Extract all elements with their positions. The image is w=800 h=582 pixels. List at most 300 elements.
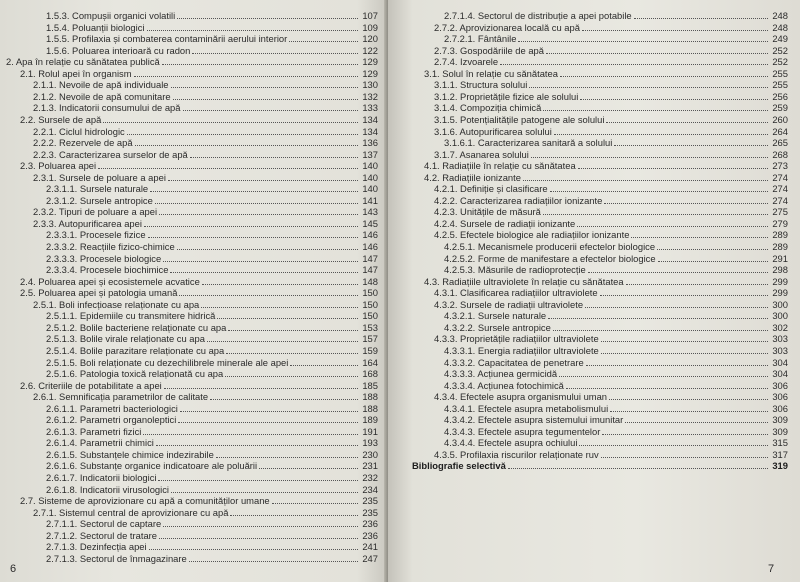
toc-leader-dots: [177, 10, 358, 19]
toc-entry-title: 4.2.4. Sursele de radiații ionizante: [434, 217, 576, 229]
toc-entry-page: 193: [362, 437, 378, 449]
toc-entry: [444, 310, 788, 322]
toc-leader-dots: [228, 322, 358, 331]
toc-entry-page: 235: [362, 506, 378, 518]
toc-entry-page: 309: [772, 425, 788, 437]
toc-entry-page: 136: [362, 137, 378, 149]
toc-leader-dots: [543, 206, 768, 215]
toc-entry-page: 133: [362, 102, 378, 114]
toc-entry-title: 4.2.1. Definiție și clasificare: [434, 183, 548, 195]
toc-entry-page: 259: [772, 102, 788, 114]
toc-leader-dots: [531, 149, 768, 158]
toc-entry-page: 150: [362, 298, 378, 310]
toc-entry-page: 134: [362, 125, 378, 137]
toc-entry-page: 235: [362, 495, 378, 507]
toc-entry-page: 306: [772, 402, 788, 414]
toc-entry: [46, 518, 378, 530]
toc-leader-dots: [554, 126, 768, 135]
toc-entry-page: 129: [362, 67, 378, 79]
toc-entry-title: 4.3.4.3. Efectele asupra tegumentelor: [444, 425, 601, 437]
toc-entry-title: 4.3.3.2. Capacitatea de penetrare: [444, 356, 584, 368]
toc-leader-dots: [600, 287, 768, 296]
toc-entry: [444, 264, 788, 276]
toc-entry-title: 2.7.1.2. Sectorul de tratare: [46, 529, 158, 541]
toc-entry: [46, 195, 378, 207]
toc-entry-title: 2.1.3. Indicatorii consumului de apă: [33, 102, 181, 114]
toc-leader-dots: [604, 195, 768, 204]
toc-entry: [434, 22, 788, 34]
toc-entry-title: 2.6.1.8. Indicatorii virusologici: [46, 483, 169, 495]
toc-entry-page: 153: [362, 321, 378, 333]
toc-entry-title: 2.6.1.7. Indicatorii biologici: [46, 472, 157, 483]
toc-leader-dots: [171, 484, 358, 493]
toc-entry-page: 279: [772, 217, 788, 229]
toc-entry: [46, 333, 378, 345]
toc-entry: [46, 10, 378, 22]
toc-leader-dots: [578, 160, 768, 169]
toc-leader-dots: [566, 380, 768, 389]
toc-entry: [33, 299, 378, 311]
toc-entry-page: 275: [772, 206, 788, 218]
toc-entry-page: 143: [362, 206, 378, 218]
toc-entry: [46, 530, 378, 542]
toc-entry-page: 129: [362, 56, 378, 68]
toc-entry-title: 2.7.2.1. Fântânile: [444, 33, 517, 45]
toc-entry-page: 319: [772, 460, 788, 472]
toc-leader-dots: [625, 414, 768, 423]
toc-entry-title: 2.5.1.4. Bolile parazitare relaționate cu apa: [46, 344, 225, 356]
toc-entry-page: 122: [362, 44, 378, 56]
toc-entry: [444, 241, 788, 253]
toc-entry-page: 107: [362, 10, 378, 21]
toc-leader-dots: [559, 368, 768, 377]
toc-entry-page: 188: [362, 402, 378, 414]
toc-entry-page: 157: [362, 333, 378, 345]
toc-entry-page: 249: [772, 33, 788, 45]
toc-entry: [46, 183, 378, 195]
toc-entry-title: 4.2.2. Caracterizarea radiațiilor ionizante: [434, 194, 603, 206]
toc-entry-page: 317: [772, 448, 788, 460]
toc-entry-title: 3.1.1. Structura solului: [434, 79, 528, 91]
toc-entry: [46, 229, 378, 241]
toc-entry: [20, 114, 378, 126]
toc-entry: [444, 322, 788, 334]
toc-leader-dots: [178, 414, 358, 423]
toc-entry-page: 248: [772, 10, 788, 21]
toc-leader-dots: [189, 553, 358, 562]
toc-entry-page: 306: [772, 379, 788, 391]
toc-entry-title: 4.2.5.1. Mecanismele producerii efectelor biologice: [444, 241, 656, 252]
toc-entry: [33, 149, 378, 161]
toc-entry-page: 299: [772, 275, 788, 287]
toc-entry-title: 2.3.1. Sursele de poluare a apei: [33, 171, 166, 183]
toc-entry: [33, 79, 378, 91]
toc-entry: [424, 160, 788, 172]
toc-entry-page: 168: [362, 368, 378, 380]
toc-leader-dots: [658, 253, 768, 262]
toc-entry-page: 140: [362, 183, 378, 195]
toc-entry-title: 4.3.2.1. Sursele naturale: [444, 310, 547, 322]
toc-entry-title: 2.1.1. Nevoile de apă individuale: [33, 79, 169, 91]
toc-entry: [46, 22, 378, 34]
toc-leader-dots: [289, 33, 358, 42]
toc-entry: [33, 126, 378, 138]
toc-entry-title: 4.3.4.4. Efectele asupra ochiului: [444, 437, 578, 449]
toc-leader-dots: [631, 229, 768, 238]
toc-entry-title: 1.5.5. Profilaxia și combaterea contaminării aerului interior: [46, 33, 288, 45]
toc-entry-page: 137: [362, 148, 378, 160]
toc-entry-title: 2.6.1.4. Parametrii chimici: [46, 437, 154, 449]
toc-entry: [33, 218, 378, 230]
toc-entry-title: 2.7.4. Izvoarele: [434, 56, 499, 68]
toc-leader-dots: [606, 114, 768, 123]
toc-entry: [424, 172, 788, 184]
toc-entry-page: 147: [362, 264, 378, 276]
toc-entry-page: 265: [772, 137, 788, 149]
toc-entry-title: 2.5.1.6. Patologia toxică relaționată cu apa: [46, 368, 224, 380]
toc-entry-title: 4.2.3. Unitățile de măsură: [434, 206, 541, 218]
toc-entry-page: 306: [772, 391, 788, 403]
toc-entry-title: 4.3.3.4. Acțiunea fotochimică: [444, 379, 564, 391]
toc-leader-dots: [98, 160, 358, 169]
toc-entry: [434, 333, 788, 345]
toc-leader-dots: [585, 299, 768, 308]
toc-entry: [434, 79, 788, 91]
toc-entry-title: 2. Apa în relație cu sănătatea publică: [6, 56, 160, 68]
toc-leader-dots: [500, 56, 768, 65]
toc-entry-title: 2.4. Poluarea apei și ecosistemele acvatice: [20, 275, 200, 287]
toc-leader-dots: [601, 449, 768, 458]
toc-leader-dots: [217, 310, 358, 319]
toc-leader-dots: [225, 368, 358, 377]
toc-entry: [33, 102, 378, 114]
toc-leader-dots: [207, 333, 358, 342]
toc-entry: [434, 391, 788, 403]
toc-leader-dots: [127, 126, 358, 135]
toc-entry-title: 2.2.1. Ciclul hidrologic: [33, 125, 125, 137]
toc-entry: [20, 68, 378, 80]
toc-entry: [46, 322, 378, 334]
toc-leader-dots: [162, 56, 358, 65]
toc-entry-page: 303: [772, 333, 788, 345]
toc-leader-dots: [210, 391, 358, 400]
toc-entry-title: 4.3.5. Profilaxia riscurilor relaționate ruv: [434, 448, 599, 460]
toc-entry: [444, 10, 788, 22]
toc-leader-dots: [626, 276, 768, 285]
toc-entry-title: 2.6.1.2. Parametri organoleptici: [46, 414, 177, 426]
toc-entry-title: 2.3.3.4. Procesele biochimice: [46, 264, 169, 276]
toc-entry: [33, 206, 378, 218]
toc-entry-page: 189: [362, 414, 378, 426]
toc-entry-title: 2.7.1. Sistemul central de aprovizionare cu apă: [33, 506, 229, 518]
toc-entry-title: 2.2. Sursele de apă: [20, 113, 102, 125]
toc-leader-dots: [180, 403, 358, 412]
toc-entry-title: 4.3.4.1. Efectele asupra metabolismului: [444, 402, 609, 414]
toc-entry-page: 241: [362, 541, 378, 553]
toc-leader-dots: [609, 391, 768, 400]
toc-leader-dots: [226, 345, 358, 354]
toc-leader-dots: [179, 287, 358, 296]
toc-entry: [444, 403, 788, 415]
toc-entry-title: 4.3.4. Efectele asupra organismului uman: [434, 391, 608, 403]
left-page: [0, 0, 388, 582]
toc-entry-page: 236: [362, 518, 378, 530]
toc-entry-page: 255: [772, 79, 788, 91]
toc-entry-title: 2.1.2. Nevoile de apă comunitare: [33, 90, 171, 102]
toc-entry: [434, 56, 788, 68]
toc-leader-dots: [150, 183, 358, 192]
toc-leader-dots: [543, 102, 768, 111]
toc-entry-page: 146: [362, 241, 378, 252]
toc-entry-page: 234: [362, 483, 378, 495]
toc-entry-title: 2.1. Rolul apei în organism: [20, 67, 132, 79]
toc-entry-page: 230: [362, 448, 378, 460]
toc-entry-page: 150: [362, 287, 378, 299]
toc-leader-dots: [272, 495, 358, 504]
toc-entry-title: 2.5.1.1. Epidemiile cu transmitere hidrică: [46, 310, 216, 322]
toc-entry: [46, 484, 378, 496]
toc-entry: [33, 507, 378, 519]
toc-leader-dots: [577, 218, 768, 227]
toc-entry-page: 236: [362, 529, 378, 541]
toc-leader-dots: [158, 472, 358, 481]
toc-leader-dots: [163, 253, 358, 262]
toc-leader-dots: [190, 149, 358, 158]
toc-leader-dots: [588, 264, 768, 273]
toc-entry-title: 4.3.3.1. Energia radiațiilor ultraviolete: [444, 344, 599, 356]
toc-entry: [434, 102, 788, 114]
toc-entry-page: 140: [362, 171, 378, 183]
toc-entry: [434, 287, 788, 299]
toc-entry-page: 304: [772, 356, 788, 368]
toc-entry: [424, 68, 788, 80]
toc-entry-title: 2.3. Poluarea apei: [20, 160, 97, 172]
toc-entry: [46, 553, 378, 565]
toc-entry: [20, 276, 378, 288]
toc-entry-page: 191: [362, 425, 378, 437]
toc-entry-title: 4.3.3.3. Acțiunea germicidă: [444, 368, 558, 380]
toc-entry: [444, 33, 788, 45]
toc-entry-page: 159: [362, 344, 378, 356]
toc-entry-page: 303: [772, 344, 788, 356]
toc-entry-title: 2.6.1. Semnificația parametrilor de calitate: [33, 391, 209, 403]
toc-leader-dots: [148, 229, 358, 238]
toc-entry-title: 3.1.5. Potențialitățile patogene ale solului: [434, 113, 605, 125]
toc-entry-title: 1.5.3. Compușii organici volatili: [46, 10, 176, 21]
toc-entry-page: 188: [362, 391, 378, 403]
toc-entry: [20, 380, 378, 392]
toc-leader-dots: [259, 460, 358, 469]
toc-entry-page: 140: [362, 160, 378, 172]
toc-entry-page: 274: [772, 194, 788, 206]
toc-leader-dots: [546, 45, 768, 54]
toc-leader-dots: [657, 241, 768, 250]
toc-leader-dots: [183, 102, 359, 111]
toc-leader-dots: [518, 33, 768, 42]
toc-entry: [46, 33, 378, 45]
toc-entry: [46, 253, 378, 265]
toc-entry-page: 150: [362, 310, 378, 322]
toc-leader-dots: [550, 183, 768, 192]
toc-entry: [444, 137, 788, 149]
toc-entry-page: 147: [362, 252, 378, 264]
toc-entry-page: 302: [772, 321, 788, 333]
toc-entry: [434, 149, 788, 161]
toc-entry-title: 4.3.2.2. Sursele antropice: [444, 321, 551, 333]
toc-entry-page: 141: [362, 194, 378, 206]
toc-entry-title: 2.6.1.3. Parametri fizici: [46, 425, 142, 437]
toc-leader-dots: [548, 310, 768, 319]
toc-entry-title: 2.7.1.1. Sectorul de captare: [46, 518, 162, 530]
toc-entry: [46, 437, 378, 449]
toc-entry-title: 2.5.1.3. Bolile virale relaționate cu apa: [46, 333, 205, 345]
toc-entry: [46, 357, 378, 369]
toc-leader-dots: [155, 195, 358, 204]
toc-entry: [444, 426, 788, 438]
toc-entry-title: 1.5.4. Poluanții biologici: [46, 21, 145, 33]
toc-entry: [46, 414, 378, 426]
toc-entry-title: 2.6.1.5. Substanțele chimice indezirabile: [46, 448, 214, 460]
toc-entry-page: 298: [772, 264, 788, 276]
toc-entry-page: 146: [362, 229, 378, 241]
toc-leader-dots: [144, 218, 358, 227]
toc-entry: [444, 414, 788, 426]
toc-entry-page: 109: [362, 21, 378, 33]
toc-leader-dots: [508, 460, 768, 469]
toc-leader-dots: [103, 114, 358, 123]
toc-leader-dots: [586, 357, 768, 366]
toc-entry-title: 3.1.6. Autopurificarea solului: [434, 125, 552, 137]
toc-entry: [33, 172, 378, 184]
toc-entry-page: 300: [772, 310, 788, 322]
toc-entry-title: 2.6.1.1. Parametri bacteriologici: [46, 402, 178, 414]
toc-entry-title: 1.5.6. Poluarea interioară cu radon: [46, 44, 191, 56]
toc-leader-dots: [164, 380, 358, 389]
toc-leader-dots: [177, 241, 358, 250]
toc-entry-title: 3.1.7. Asanarea solului: [434, 148, 529, 160]
toc-leader-dots: [143, 426, 358, 435]
toc-leader-dots: [159, 530, 358, 539]
toc-leader-dots: [134, 68, 358, 77]
toc-entry: [20, 495, 378, 507]
toc-entry: [46, 368, 378, 380]
toc-leader-dots: [202, 276, 358, 285]
toc-leader-dots: [614, 137, 768, 146]
toc-entry: [46, 449, 378, 461]
toc-entry: [46, 264, 378, 276]
toc-entry-page: 252: [772, 56, 788, 68]
toc-entry-title: 4.3.4.2. Efectele asupra sistemului imunitar: [444, 414, 624, 426]
toc-leader-dots: [560, 68, 768, 77]
toc-leader-dots: [582, 22, 768, 31]
toc-entry-title: 2.3.3. Autopurificarea apei: [33, 217, 142, 229]
toc-entry: [20, 287, 378, 299]
toc-leader-dots: [634, 10, 768, 19]
toc-leader-dots: [135, 137, 358, 146]
toc-entry: [444, 345, 788, 357]
toc-entry: [434, 126, 788, 138]
toc-leader-dots: [610, 403, 768, 412]
toc-entry-title: 2.5.1.2. Bolile bacteriene relaționate cu apa: [46, 321, 227, 333]
toc-leader-dots: [173, 91, 358, 100]
toc-entry-title: 3.1.2. Proprietățile fizice ale solului: [434, 90, 579, 102]
toc-entry: [434, 183, 788, 195]
toc-leader-dots: [602, 426, 768, 435]
toc-entry-page: 300: [772, 298, 788, 310]
toc-leader-dots: [147, 22, 358, 31]
toc-entry-title: 2.7.2. Aprovizionarea locală cu apă: [434, 21, 580, 33]
toc-leader-dots: [171, 79, 358, 88]
toc-entry-title: 2.3.1.2. Sursele antropice: [46, 194, 153, 206]
toc-entry-title: 2.5.1. Boli infecțioase relaționate cu apa: [33, 298, 200, 310]
toc-entry-title: 3.1.6.1. Caracterizarea sanitară a solului: [444, 137, 613, 149]
toc-entry-title: 4.2.5.2. Forme de manifestare a efectelor biologice: [444, 252, 656, 264]
toc-entry: [46, 472, 378, 484]
toc-entry-title: 4.2.5.3. Măsurile de radioprotecție: [444, 264, 586, 276]
toc-entry-page: 248: [772, 21, 788, 33]
right-page: [388, 0, 800, 582]
toc-entry-title: 4.2.5. Efectele biologice ale radiațiilor ionizante: [434, 229, 630, 241]
toc-entry-page: 145: [362, 217, 378, 229]
toc-leader-dots: [163, 518, 358, 527]
toc-leader-dots: [580, 91, 768, 100]
toc-entry-page: 231: [362, 460, 378, 472]
toc-entry: [424, 276, 788, 288]
toc-entry-page: 164: [362, 356, 378, 368]
toc-entry-title: 2.3.3.1. Procesele fizice: [46, 229, 146, 241]
toc-entry-page: 185: [362, 379, 378, 391]
toc-entry-title: 4.2. Radiațiile ionizante: [424, 171, 521, 183]
toc-entry: [33, 391, 378, 403]
toc-entry-title: 4.3.3. Proprietățile radiațiilor ultraviolete: [434, 333, 599, 345]
toc-entry-page: 247: [362, 552, 378, 564]
toc-leader-dots: [601, 345, 768, 354]
toc-entry: [434, 45, 788, 57]
toc-entry-page: 273: [772, 160, 788, 172]
toc-entry: [434, 299, 788, 311]
toc-entry-page: 309: [772, 414, 788, 426]
toc-leader-dots: [601, 333, 768, 342]
toc-entry-page: 256: [772, 90, 788, 102]
toc-entry: [20, 160, 378, 172]
toc-entry: [444, 253, 788, 265]
toc-entry-page: 289: [772, 229, 788, 241]
toc-entry-page: 299: [772, 287, 788, 299]
toc-entry-title: 2.3.3.2. Reacțiile fizico-chimice: [46, 241, 175, 252]
toc-entry-page: 232: [362, 472, 378, 483]
toc-entry: [434, 229, 788, 241]
toc-entry-title: 2.6.1.6. Substanțe organice indicatoare ale poluării: [46, 460, 258, 472]
toc-entry: [434, 449, 788, 461]
toc-entry-title: 2.5. Poluarea apei și patologia umană: [20, 287, 178, 299]
toc-entry-page: 274: [772, 183, 788, 195]
toc-entry-title: 2.7.1.3. Sectorul de înmagazinare: [46, 552, 187, 564]
toc-entry-page: 274: [772, 171, 788, 183]
toc-entry-title: 2.7.1.3. Dezinfecția apei: [46, 541, 147, 553]
toc-entry: [46, 460, 378, 472]
toc-entry-title: 2.7.1.4. Sectorul de distribuție a apei potabile: [444, 10, 632, 21]
toc-entry: [434, 218, 788, 230]
toc-entry-page: 268: [772, 148, 788, 160]
toc-entry-page: 315: [772, 437, 788, 449]
toc-entry: [434, 91, 788, 103]
toc-leader-dots: [192, 45, 358, 54]
toc-entry: [46, 345, 378, 357]
toc-leader-dots: [290, 357, 358, 366]
toc-leader-dots: [230, 507, 358, 516]
toc-entry-page: 252: [772, 44, 788, 56]
toc-entry-title: 2.7. Sisteme de aprovizionare cu apă a comunităților umane: [20, 495, 270, 507]
